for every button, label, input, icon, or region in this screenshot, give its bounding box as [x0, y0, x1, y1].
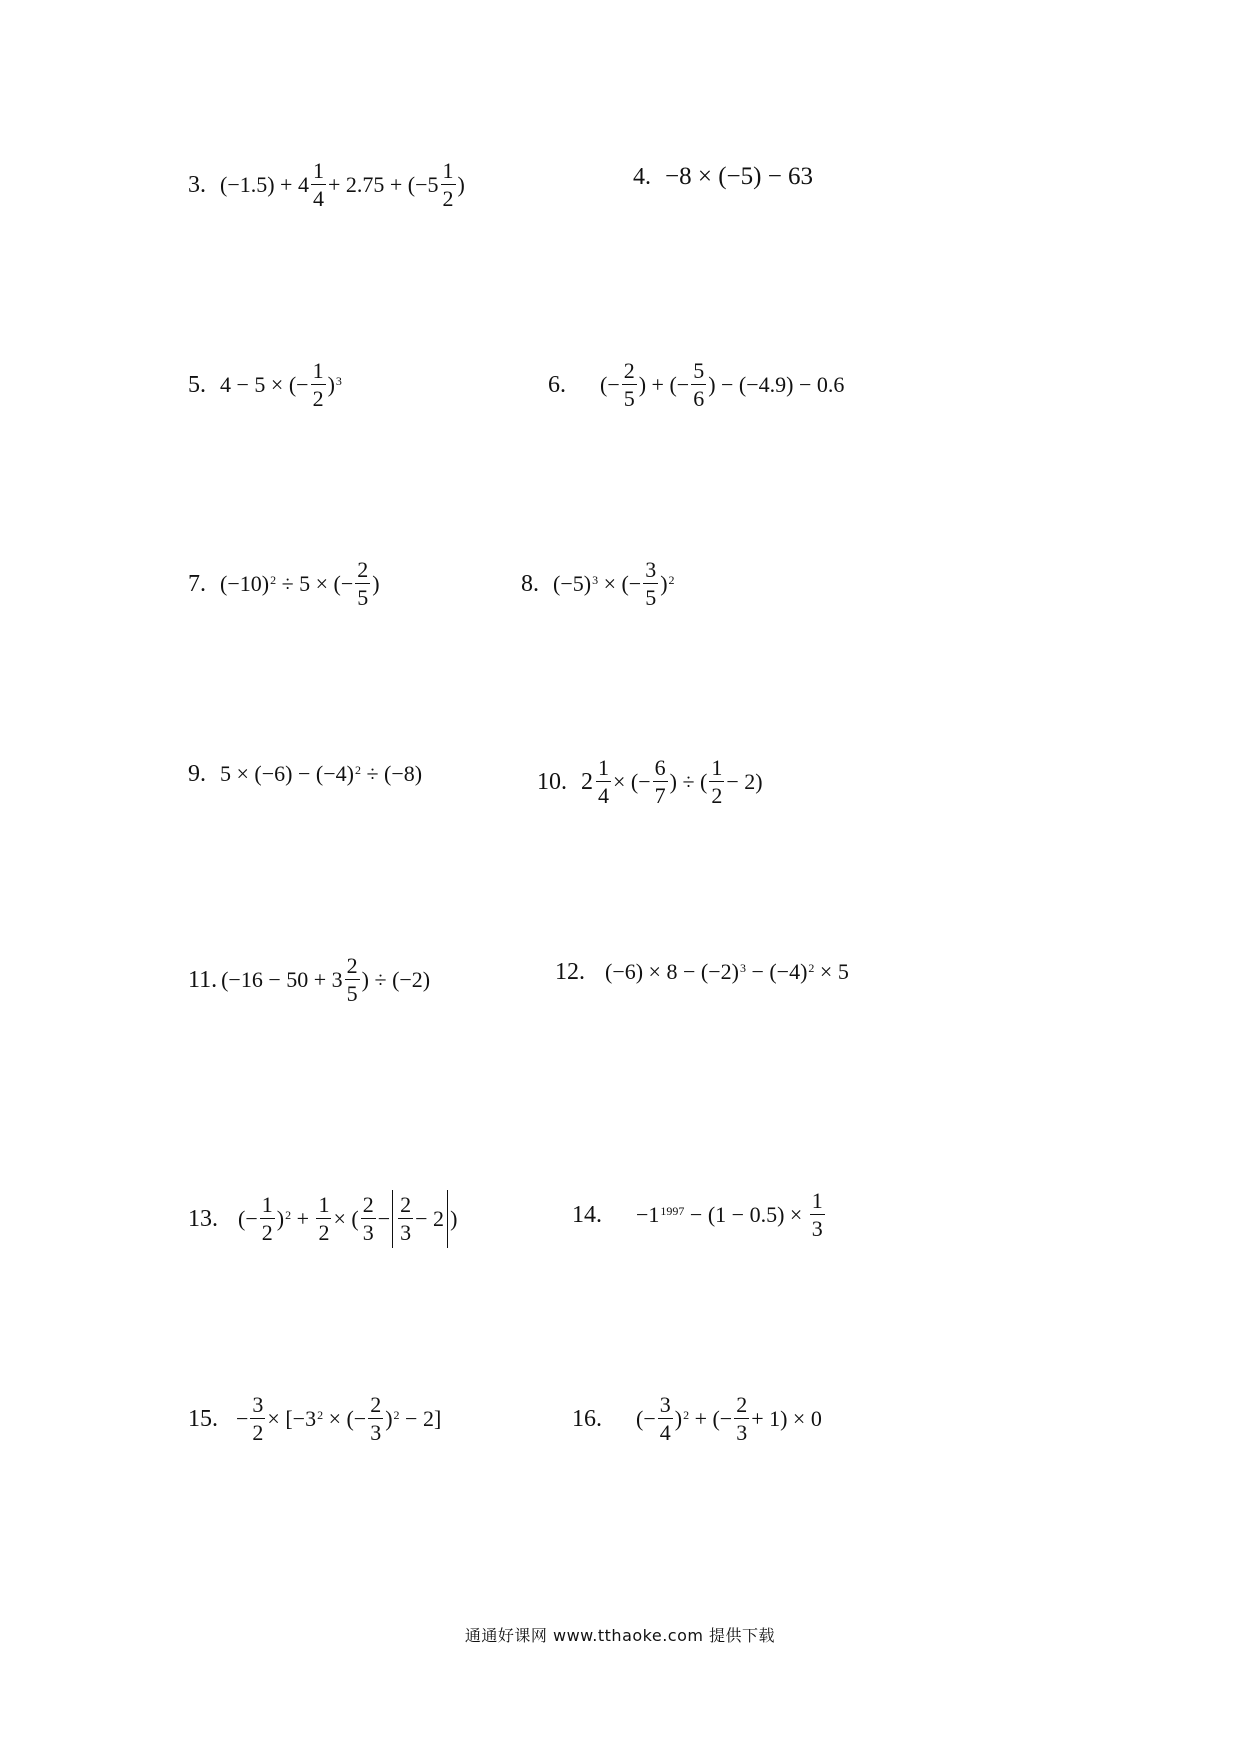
problem-number: 15.: [188, 1406, 218, 1432]
fraction: $\frac{3}{4}$: [659, 1392, 671, 1445]
fraction: $\frac{2}{5}$: [623, 358, 635, 411]
problem-3: [188, 160, 465, 210]
problem-number: 9.: [188, 761, 206, 787]
expression: −8 × (−5) − 63: [665, 163, 814, 190]
fraction: $\frac{1}{2}$: [442, 158, 454, 211]
expression: (−6) × 8 − (−2) $^3$ − (−4) $^2$ × 5: [605, 959, 849, 984]
fraction: $\frac{6}{7}$: [654, 755, 666, 808]
fraction: $\frac{1}{4}$: [312, 158, 324, 211]
fraction: $\frac{1}{3}$: [811, 1188, 823, 1241]
problem-number: 12.: [555, 959, 585, 985]
problem-number: 3.: [188, 172, 206, 198]
expression: −1 $^{1997}$ − (1 − 0.5) × $\frac{1}{3}$: [636, 1188, 823, 1241]
expression: 4 − 5 × (− $\frac{1}{2}$ ) $^3$: [220, 358, 342, 411]
problem-12: [555, 960, 849, 984]
fraction: $\frac{1}{2}$: [711, 755, 723, 808]
fraction: $\frac{2}{5}$: [357, 557, 369, 610]
fraction: $\frac{2}{3}$: [736, 1392, 748, 1445]
problem-7: [188, 559, 380, 609]
expression: (−1.5) + 4 $\frac{1}{4}$ + 2.75 + (−5 $\frac{1}{2}$ ): [220, 158, 465, 211]
problem-number: 8.: [521, 571, 539, 597]
problem-16: [572, 1394, 822, 1444]
fraction: $\frac{2}{5}$: [346, 953, 358, 1006]
problem-number: 11.: [188, 967, 218, 993]
problem-number: 14.: [572, 1202, 602, 1228]
problem-5: [188, 360, 342, 410]
problem-number: 4.: [633, 163, 651, 190]
expression: (− $\frac{1}{2}$ ) $^2$ + $\frac{1}{2}$ × ( $\frac{2}{3}$ − $\frac{2}{3}$ − 2 ): [238, 1190, 457, 1248]
fraction: $\frac{2}{3}$: [400, 1192, 412, 1245]
fraction: $\frac{2}{3}$: [370, 1392, 382, 1445]
problem-8: [521, 559, 675, 609]
problem-11: [188, 955, 430, 1005]
absolute-value: $\frac{2}{3}$ − 2: [392, 1190, 448, 1248]
expression: 2 $\frac{1}{4}$ × (− $\frac{6}{7}$ ) ÷ ( $\frac{1}{2}$ − 2): [581, 755, 763, 808]
problem-number: 16.: [572, 1406, 602, 1432]
fraction: $\frac{3}{5}$: [645, 557, 657, 610]
problem-4: [633, 164, 813, 189]
problem-10: [537, 757, 763, 807]
expression: (− $\frac{3}{4}$ ) $^2$ + (− $\frac{2}{3}$ + 1) × 0: [636, 1392, 822, 1445]
problem-number: 7.: [188, 571, 206, 597]
problem-number: 13.: [188, 1206, 218, 1232]
problem-number: 5.: [188, 372, 206, 398]
problem-14: [572, 1190, 827, 1240]
expression: (−5) $^3$ × (− $\frac{3}{5}$ ) $^2$: [553, 557, 675, 610]
expression: 5 × (−6) − (−4) $^2$ ÷ (−8): [220, 761, 423, 786]
fraction: $\frac{1}{4}$: [598, 755, 609, 808]
fraction: $\frac{1}{2}$: [318, 1192, 330, 1245]
problem-15: [188, 1394, 441, 1444]
fraction: $\frac{5}{6}$: [693, 358, 705, 411]
problem-6: [548, 360, 844, 410]
expression: (−16 − 50 + 3 $\frac{2}{5}$ ) ÷ (−2): [221, 953, 431, 1006]
problem-number: 6.: [548, 372, 566, 398]
fraction: $\frac{2}{3}$: [362, 1192, 374, 1245]
problem-number: 10.: [537, 769, 567, 795]
expression: (−10) $^2$ ÷ 5 × (− $\frac{2}{5}$ ): [220, 557, 380, 610]
fraction: $\frac{1}{2}$: [261, 1192, 273, 1245]
expression: (− $\frac{2}{5}$ ) + (− $\frac{5}{6}$ ) − (−4.9) − 0.6: [600, 358, 845, 411]
expression: − $\frac{3}{2}$ × [−3 $^2$ × (− $\frac{2}{3}$ ) $^2$ − 2]: [236, 1392, 442, 1445]
problem-13: [188, 1190, 457, 1248]
problem-9: [188, 762, 422, 786]
fraction: $\frac{3}{2}$: [252, 1392, 264, 1445]
fraction: $\frac{1}{2}$: [312, 358, 324, 411]
footer-credit: 通通好课网 www.tthaoke.com 提供下载: [464, 1626, 776, 1645]
